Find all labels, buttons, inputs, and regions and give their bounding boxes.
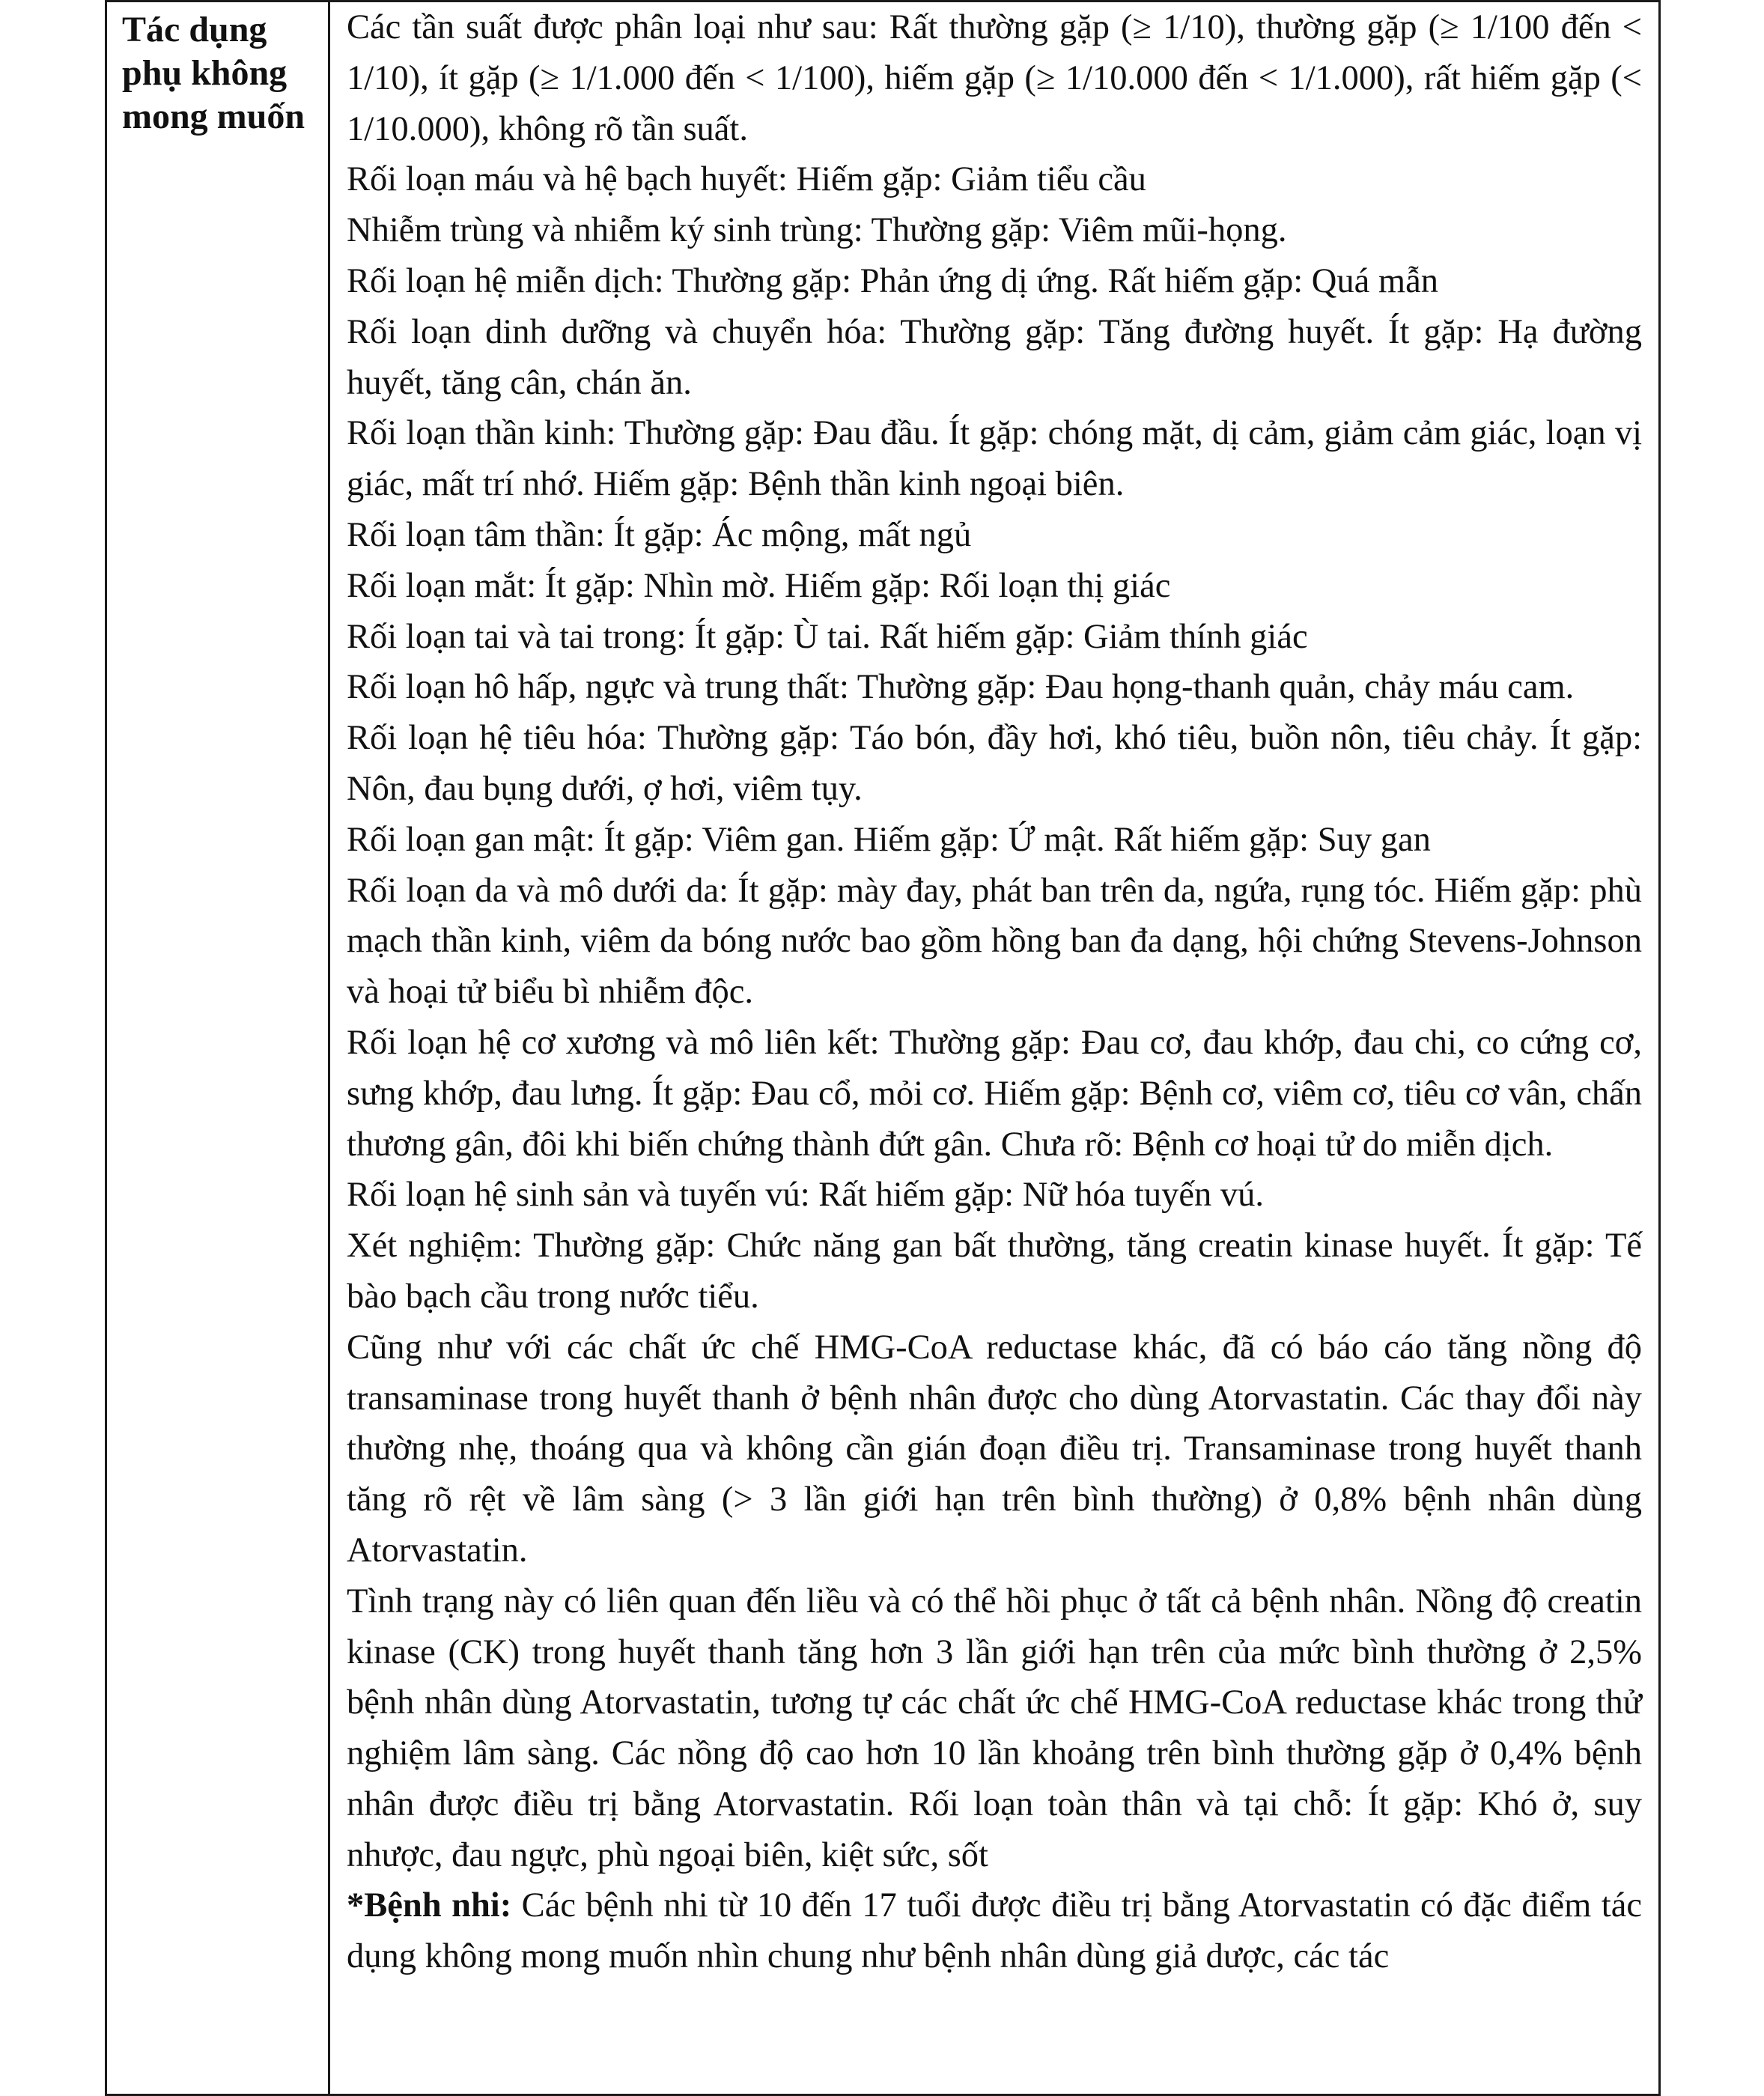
- lab-tests: Xét nghiệm: Thường gặp: Chức năng gan bất thường, tăng creatin kinase huyết. Ít gặp: Tế bào bạch cầu trong nước tiểu.: [347, 1227, 1642, 1316]
- eye-disorders: Rối loạn mắt: Ít gặp: Nhìn mờ. Hiếm gặp: Rối loạn thị giác: [347, 566, 1171, 605]
- immune-disorders: Rối loạn hệ miễn dịch: Thường gặp: Phản ứng dị ứng. Rất hiếm gặp: Quá mẫn: [347, 261, 1438, 300]
- side-effects-table: [105, 0, 1661, 2096]
- skin-disorders: Rối loạn da và mô dưới da: Ít gặp: mày đay, phát ban trên da, ngứa, rụng tóc. Hiếm gặp: phù mạch thần kinh, viêm da bóng nước bao gồm hồng ban đa dạng, hội chứng Stevens-Johnson và hoại tử biểu bì nhiễm độc.: [347, 871, 1642, 1012]
- blood-disorders: Rối loạn máu và hệ bạch huyết: Hiếm gặp: Giảm tiểu cầu: [347, 160, 1146, 199]
- hepatobiliary-disorders: Rối loạn gan mật: Ít gặp: Viêm gan. Hiếm gặp: Ứ mật. Rất hiếm gặp: Suy gan: [347, 820, 1431, 859]
- row-content-cell: [329, 1, 1660, 2095]
- gastrointestinal-disorders: Rối loạn hệ tiêu hóa: Thường gặp: Táo bón, đầy hơi, khó tiêu, buồn nôn, tiêu chảy. Ít gặp: Nôn, đau bụng dưới, ợ hơi, viêm tụy.: [347, 719, 1642, 808]
- transaminase-paragraph: Cũng như với các chất ức chế HMG-CoA reductase khác, đã có báo cáo tăng nồng độ transaminase trong huyết thanh ở bệnh nhân được cho dùng Atorvastatin. Các thay đổi này thường nhẹ, thoáng qua và không cần gián đoạn điều trị. Transaminase trong huyết thanh tăng rõ rệt về lâm sàng (> 3 lần giới hạn trên bình thường) ở 0,8% bệnh nhân dùng Atorvastatin.: [347, 1328, 1642, 1570]
- ear-disorders: Rối loạn tai và tai trong: Ít gặp: Ù tai. Rất hiếm gặp: Giảm thính giác: [347, 617, 1308, 656]
- musculoskeletal-disorders: Rối loạn hệ cơ xương và mô liên kết: Thường gặp: Đau cơ, đau khớp, đau chi, co cứng cơ, sưng khớp, đau lưng. Ít gặp: Đau cổ, mỏi cơ. Hiếm gặp: Bệnh cơ, viêm cơ, tiêu cơ vân, chấn thương gân, đôi khi biến chứng thành đứt gân. Chưa rõ: Bệnh cơ hoại tử do miễn dịch.: [347, 1023, 1642, 1164]
- reproductive-disorders: Rối loạn hệ sinh sản và tuyến vú: Rất hiếm gặp: Nữ hóa tuyến vú.: [347, 1176, 1264, 1215]
- pediatric-text: Các bệnh nhi từ 10 đến 17 tuổi được điều trị bằng Atorvastatin có đặc điểm tác dụng không mong muốn nhìn chung như bệnh nhân dùng giả dược, các tác: [347, 1886, 1642, 1976]
- infections: Nhiễm trùng và nhiễm ký sinh trùng: Thường gặp: Viêm mũi-họng.: [347, 211, 1287, 250]
- table-row: [106, 1, 1660, 2095]
- frequency-definition: Các tần suất được phân loại như sau: Rất thường gặp (≥ 1/10), thường gặp (≥ 1/100 đến < 1/10), ít gặp (≥ 1/1.000 đến < 1/100), hiếm gặp (≥ 1/10.000 đến < 1/1.000), rất hiếm gặp (< 1/10.000), không rõ tần suất.: [347, 8, 1642, 148]
- side-effects-text: [330, 2, 1658, 1982]
- row-label-cell: [106, 1, 329, 2095]
- metabolism-disorders: Rối loạn dinh dưỡng và chuyển hóa: Thường gặp: Tăng đường huyết. Ít gặp: Hạ đường huyết, tăng cân, chán ăn.: [347, 312, 1642, 402]
- creatin-kinase-paragraph: Tình trạng này có liên quan đến liều và có thể hồi phục ở tất cả bệnh nhân. Nồng độ creatin kinase (CK) trong huyết thanh tăng hơn 3 lần giới hạn trên của mức bình thường ở 2,5% bệnh nhân dùng Atorvastatin, tương tự các chất ức chế HMG-CoA reductase khác trong thử nghiệm lâm sàng. Các nồng độ cao hơn 10 lần khoảng trên bình thường gặp ở 0,4% bệnh nhân được điều trị bằng Atorvastatin. Rối loạn toàn thân và tại chỗ: Ít gặp: Khó ở, suy nhược, đau ngực, phù ngoại biên, kiệt sức, sốt: [347, 1582, 1642, 1874]
- pediatric-lead: *Bệnh nhi:: [347, 1886, 512, 1925]
- nervous-disorders: Rối loạn thần kinh: Thường gặp: Đau đầu. Ít gặp: chóng mặt, dị cảm, giảm cảm giác, loạn vị giác, mất trí nhớ. Hiếm gặp: Bệnh thần kinh ngoại biên.: [347, 414, 1642, 504]
- pediatric-paragraph: [347, 1880, 1642, 1982]
- psychiatric-disorders: Rối loạn tâm thần: Ít gặp: Ác mộng, mất ngủ: [347, 515, 972, 554]
- row-label: Tác dụng phụ không mong muốn: [122, 10, 305, 136]
- respiratory-disorders: Rối loạn hô hấp, ngực và trung thất: Thường gặp: Đau họng-thanh quản, chảy máu cam.: [347, 668, 1575, 707]
